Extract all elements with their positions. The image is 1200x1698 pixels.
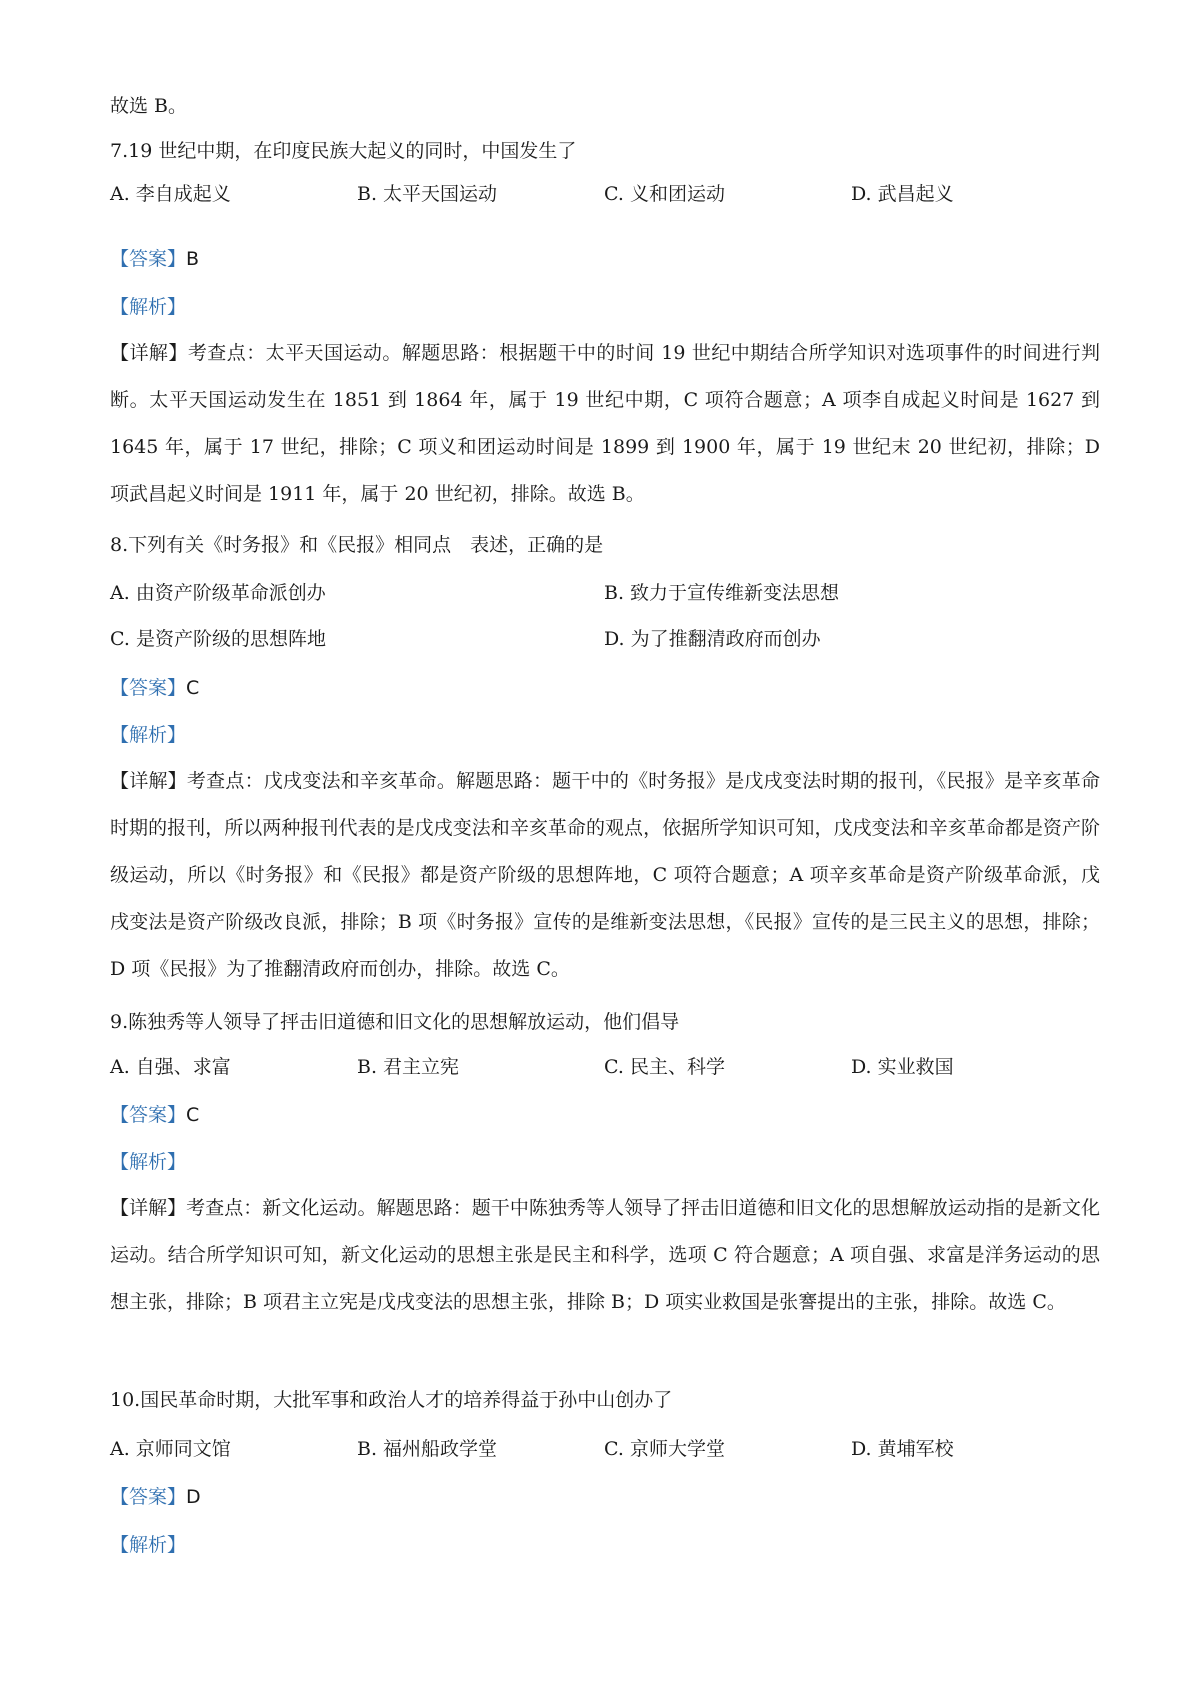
question-7-analysis-label [110,295,186,319]
question-9-analysis-label [110,1150,186,1174]
question-7-option-b: B. 太平天国运动 [357,183,498,205]
question-9-detail [110,1185,1100,1326]
question-8-option-b: B. 致力于宣传维新变法思想 [604,582,840,604]
question-10-answer [110,1485,201,1509]
question-10-option-d: D. 黄埔军校 [851,1438,954,1460]
question-8-answer [110,676,199,700]
detail-label: 【详解】 [110,342,188,364]
question-7-option-a: A. 李自成起义 [110,183,231,205]
question-7-answer [110,247,199,271]
analysis-label: 【解析】 [110,724,187,746]
answer-value: D [186,1486,201,1508]
question-10-analysis-label [110,1533,186,1557]
question-7-detail [110,330,1100,518]
question-9-option-d: D. 实业救国 [851,1056,954,1078]
question-8-option-a: A. 由资产阶级革命派创办 [110,582,326,604]
question-9-option-c: C. 民主、科学 [604,1056,725,1078]
question-7-option-c: C. 义和团运动 [604,183,725,205]
question-7-option-d: D. 武昌起义 [851,183,954,205]
question-9-answer [110,1103,199,1127]
answer-value: B [186,248,200,270]
detail-label: 【详解】 [110,770,187,792]
question-10-option-b: B. 福州船政学堂 [357,1438,498,1460]
answer-label: 【答案】 [110,677,187,699]
analysis-label: 【解析】 [110,1534,187,1556]
question-8-stem: 8.下列有关《时务报》和《民报》相同点 表述，正确的是 [110,534,604,556]
detail-text: 考查点：太平天国运动。解题思路：根据题干中的时间 19 世纪中期结合所学知识对选项事件的时间进行判断。太平天国运动发生在 1851 到 1864 年，属于 19 世纪中期，C 项符合题意；A 项李自成起义时间是 1627 到 1645 年，属于 17 世纪，排除；C 项义和团运动时间是 1899 到 1900 年，属于 19 世纪末 20 世纪初，排除；D 项武昌起义时间是 1911 年，属于 20 世纪初，排除。故选 B。 [110,342,1100,505]
answer-value: C [186,1104,200,1126]
analysis-label: 【解析】 [110,296,187,318]
detail-text: 考查点：新文化运动。解题思路：题干中陈独秀等人领导了抨击旧道德和旧文化的思想解放运动指的是新文化运动。结合所学知识可知，新文化运动的思想主张是民主和科学，选项 C 符合题意；A 项自强、求富是洋务运动的思想主张，排除；B 项君主立宪是戊戌变法的思想主张，排除 B；D 项实业救国是张謇提出的主张，排除。故选 C。 [110,1197,1100,1313]
analysis-label: 【解析】 [110,1151,187,1173]
detail-text: 考查点：戊戌变法和辛亥革命。解题思路：题干中的《时务报》是戊戌变法时期的报刊，《民报》是辛亥革命时期的报刊，所以两种报刊代表的是戊戌变法和辛亥革命的观点，依据所学知识可知，戊戌变法和辛亥革命都是资产阶级运动，所以《时务报》和《民报》都是资产阶级的思想阵地，C 项符合题意；A 项辛亥革命是资产阶级革命派，戊戌变法是资产阶级改良派，排除；B 项《时务报》宣传的是维新变法思想，《民报》宣传的是三民主义的思想，排除；D 项《民报》为了推翻清政府而创办，排除。故选 C。 [110,770,1100,980]
question-10-option-a: A. 京师同文馆 [110,1438,231,1460]
question-9-option-a: A. 自强、求富 [110,1056,231,1078]
question-10-option-c: C. 京师大学堂 [604,1438,725,1460]
question-8-option-d: D. 为了推翻清政府而创办 [604,628,821,650]
answer-value: C [186,677,200,699]
question-10-stem: 10.国民革命时期，大批军事和政治人才的培养得益于孙中山创办了 [110,1389,673,1411]
question-8-analysis-label [110,723,186,747]
question-9-option-b: B. 君主立宪 [357,1056,460,1078]
question-8-detail [110,758,1100,993]
answer-label: 【答案】 [110,1104,187,1126]
question-7-stem: 7.19 世纪中期，在印度民族大起义的同时，中国发生了 [110,140,577,162]
detail-label: 【详解】 [110,1197,187,1219]
question-9-stem: 9.陈独秀等人领导了抨击旧道德和旧文化的思想解放运动，他们倡导 [110,1011,680,1033]
answer-label: 【答案】 [110,248,187,270]
question-8-option-c: C. 是资产阶级的思想阵地 [110,628,326,650]
intro-conclusion: 故选 B。 [110,95,188,117]
answer-label: 【答案】 [110,1486,187,1508]
